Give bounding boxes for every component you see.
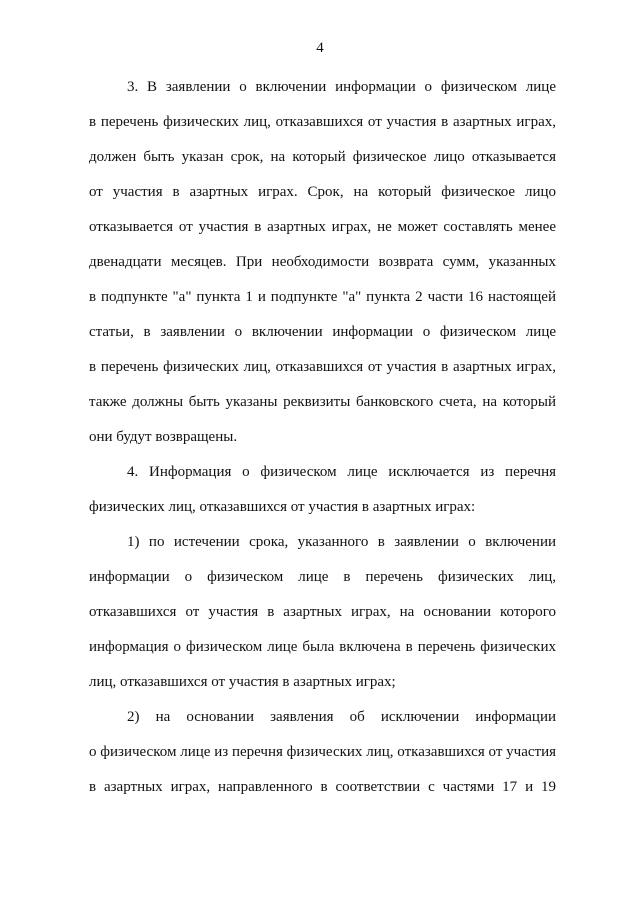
text-line: о физическом лице из перечня физических лиц, отказавшихся от участия	[89, 744, 556, 760]
page-number: 4	[316, 40, 324, 56]
text-line: информации о физическом лице в перечень физических лиц,	[89, 569, 556, 585]
text-line: лиц, отказавшихся от участия в азартных играх;	[89, 674, 396, 690]
text-line: в азартных играх, направленного в соответствии с частями 17 и 19	[89, 779, 556, 795]
text-line: должен быть указан срок, на который физическое лицо отказывается	[89, 149, 556, 165]
text-line: двенадцати месяцев. При необходимости возврата сумм, указанных	[89, 254, 556, 270]
text-line: статьи, в заявлении о включении информации о физическом лице	[89, 324, 556, 340]
text-line: от участия в азартных играх. Срок, на который физическое лицо	[89, 184, 556, 200]
text-line: 3. В заявлении о включении информации о физическом лице	[127, 79, 556, 95]
text-line: 4. Информация о физическом лице исключается из перечня	[127, 464, 556, 480]
text-line: физических лиц, отказавшихся от участия в азартных играх:	[89, 499, 476, 515]
text-line: также должны быть указаны реквизиты банковского счета, на который	[89, 394, 556, 410]
document-body	[89, 79, 556, 814]
text-line: 2) на основании заявления об исключении информации	[127, 709, 556, 725]
text-line: отказывается от участия в азартных играх, не может составлять менее	[89, 219, 556, 235]
text-line: отказавшихся от участия в азартных играх, на основании которого	[89, 604, 556, 620]
text-line: в перечень физических лиц, отказавшихся от участия в азартных играх,	[89, 114, 556, 130]
text-line: 1) по истечении срока, указанного в заявлении о включении	[127, 534, 556, 550]
text-line: информация о физическом лице была включена в перечень физических	[89, 639, 556, 655]
text-line: они будут возвращены.	[89, 429, 238, 445]
text-line: в подпункте "а" пункта 1 и подпункте "а" пункта 2 части 16 настоящей	[89, 289, 556, 305]
text-line: в перечень физических лиц, отказавшихся от участия в азартных играх,	[89, 359, 556, 375]
